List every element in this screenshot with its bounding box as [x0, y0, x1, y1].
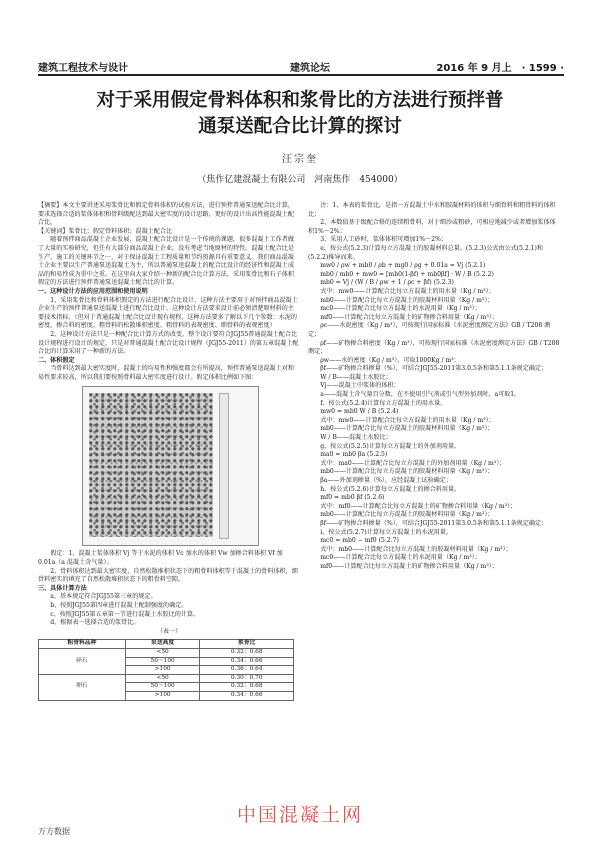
table-header: 浆骨比: [200, 640, 294, 649]
paragraph: i、按公式(5.2.7)计算每立方混凝土的水泥用量。: [320, 528, 453, 536]
aggregate-photo: [89, 393, 213, 537]
table-caption: （表一）: [156, 627, 182, 635]
footer-source: 万方数据: [38, 827, 70, 836]
table-row: 碎石 <50 0.32：0.68: [39, 649, 294, 658]
paragraph: βf——矿物掺合料掺量（%），可结合JGJ55-2011第3.0.5条和第5.1.1条规定确定；: [320, 519, 548, 527]
keywords: 【关键词】浆骨比；假定骨料体积；混凝土配合比: [38, 227, 173, 235]
paragraph: Vj——混凝土中浆体的体积；: [320, 382, 400, 390]
paragraph: W / B——混凝土水胶比；: [320, 434, 392, 442]
paragraph: mf0——计算配合比每立方混凝土的矿物掺合料用量（Kg / m³）；: [320, 313, 498, 321]
article-title: 对于采用假定骨料体积和浆骨比的方法进行预拌普 通泵送配合比计算的探讨: [96, 90, 504, 137]
section-heading: 二、体积假定: [38, 356, 75, 364]
table-header: 粗骨料品种: [39, 640, 126, 649]
paragraph: mc0——计算配合比每立方混凝土的水泥用量（Kg / m³）；: [320, 554, 481, 562]
paragraph: mw0 / ρw + mb0 / ρb + mg0 / ρg + 0.01a = Vj (5.2.1): [320, 262, 486, 270]
paragraph: 假定：1、混凝土浆体体积 Vj 等于水泥的体积 Vc 加水的体积 Vw 加掺合料体积 Vf 加 0.01a（a 混凝土含气量）。: [38, 550, 283, 567]
paragraph: mw0 = mb0 W / B (5.2.4): [320, 408, 399, 416]
list-item: d、根据表一选择合适的浆骨比。: [50, 619, 140, 627]
paragraph: h、按公式(5.2.6)计算每立方混凝土的掺合料用量。: [320, 485, 461, 493]
section-heading: 三、具体计算方法: [38, 584, 87, 592]
paragraph: mb0——计算配合比每立方混凝土的胶凝材料用量（Kg / m³）；: [320, 511, 494, 519]
paragraph: 1、采用浆骨比和骨料体积假定的方法进行配合比设计，这种方法主要用于对预拌商品混凝土企业生产的预拌普通泵送混凝土进行配合比设计，这种设计方法要求设计前必须清楚原材料的主要技术指标。（但对于普通混凝土配合比设计现有规程，这种方法要多了解以下几个参数：水泥的密度、掺合料的密度、粗骨料的松散堆积密度、粗骨料的表观密度、细骨料的表观密度）: [38, 296, 298, 330]
watermark-text: 中国混凝土网: [236, 804, 363, 826]
issue-page: 2016 年 9 月上 · 1599 ·: [436, 63, 564, 74]
paragraph: 3、采用人工砂时，浆体体积可增加1%～2%；: [320, 236, 447, 244]
ratio-table: [38, 639, 294, 700]
paragraph: mb0——计算配合比每立方混凝土的胶凝材料用量（Kg / m³）；: [320, 468, 494, 476]
list-item: c、按照JGJ55第五章第一节进行混凝土水胶比的计算。: [50, 610, 200, 618]
paragraph: mf0 = mb0 βf (5.2.6): [320, 494, 385, 502]
paragraph: 2、本数值基于级配合格的连续粗骨料，对于细沙或粗砂，可相应地减少或者增加浆体体积1%～2%；: [308, 219, 556, 235]
paragraph: βf——矿物掺合料掺量（%），可结合JGJ55-2011第3.0.5条和第5.1.1条规定确定；: [320, 365, 548, 373]
author-affiliation: （焦作亿建混凝土有限公司 河南焦作 454000）: [197, 175, 403, 185]
paragraph: mc0 = mb0 − mf0 (5.2.7): [320, 537, 399, 545]
left-column: [38, 202, 300, 701]
running-header: [38, 56, 564, 76]
paragraph: mb0 / mb0 + mw0 = [mb0(1-βf) + mb0βf] · W / B (5.2.2): [320, 270, 494, 278]
section-name: 建筑论坛: [290, 63, 330, 74]
table-row: 50～100 0.34：0.66: [39, 657, 294, 666]
paragraph: 2、骨料体积达到最大密实度，自然松散堆积状态下的粗骨料体积等于混凝土的骨料体积，细骨料密实的填充了自然松散堆积状态下的粗骨料空隙。: [38, 567, 298, 584]
paragraph: 注：1、本表的浆骨比，是指一方混凝土中水和胶凝材料的体积与细骨料和粗骨料的体积比；: [308, 202, 556, 218]
journal-name: 建筑工程技术与设计: [38, 63, 128, 74]
paragraph: e、按公式(5.2.3)计算每立方混凝土的胶凝材料总量。(5.2.3)公式由公式(5.2.1)和(5.2.2)推导而来。: [308, 244, 544, 261]
table-row: >100 0.34：0.66: [39, 691, 294, 700]
paragraph: 式中：ma0——计算配合比每立方混凝土的外加剂用量（Kg / m³）；: [320, 459, 506, 467]
paste-volume-bar: [219, 393, 229, 539]
paragraph: mb0——计算配合比每立方混凝土的胶凝材料用量（Kg / m³）；: [320, 296, 494, 304]
paragraph: 当骨料达到最大密实度时，混凝土的均易性和强度都会有所提高，预拌普通泵送混凝土对和易性要求较高，所以我们要按照骨料最大密实度进行设计。假定体积比例如下图：: [38, 365, 294, 381]
table-row: >100 0.36：0.64: [39, 666, 294, 675]
paragraph: mb0——计算配合比每立方混凝土的胶凝材料用量（Kg / m³）；: [320, 425, 494, 433]
paragraph: 随着预拌商品混凝土企业发展，混凝土配合比设计是一个传统的课题，很多混凝土工作者做了大量的实验研究，但任有大部分商品混凝土企业，没有考虑当地原材的特性。混凝土配合比是生产、施工的关键环节之一，对于保证混凝土工程质量和节约资源具有重要意义。我们商品混凝土企业主要以生产普通泵送混凝土为主，所以普通泵送混凝土的配合比设计的经济性和混凝土成品的和易性成为重中之重。在这里向大家介绍一种新的配合比计算方法，采用浆骨比和石子体积假定的方法进行预拌普通泵送混凝土配合比的计算。: [38, 236, 294, 287]
list-item: b、按照JGJ55第四章进行混凝土配制强度的确定。: [50, 602, 188, 610]
table-row: 50～100 0.32：0.68: [39, 683, 294, 692]
paragraph: mb0 = Vj / (W / B / ρw + 1 / ρc + βf) (5.2.3): [320, 279, 454, 287]
paragraph: 式中：mb0——计算配合比每立方混凝土的胶凝材料用量（Kg / m³）；: [320, 545, 512, 553]
paragraph: 式中：mf0——计算配合比每立方混凝土的矿物掺合料用量（Kg / m³）；: [320, 502, 517, 510]
paragraph: 式中：mw0——计算配合比每立方混凝土的用水量（Kg / m³）；: [320, 416, 495, 424]
paragraph: mc0——计算配合比每立方混凝土的水泥用量（Kg / m³）；: [320, 305, 481, 313]
right-column: [308, 202, 560, 572]
paragraph: 2、这种设计方法只是一种配合比计算方式的改变，整个设计要符合JGJ55普通混凝土配合比设计规程进行设计的规定，只是对普通混凝土配合比设计规程（JGJ55-2011）的第五章混凝土配合比的计算采用了一种新的方法。: [38, 330, 299, 356]
paragraph: ρf——矿物掺合料密度（Kg / m³），可按现行国家标准《水泥密度测定方法》GB / T208 测定；: [308, 339, 560, 356]
section-heading: 一、这种设计方法的应用范围和使用说明: [38, 287, 148, 295]
list-item: a、基本规定符合JGJ55第三章的规定。: [50, 593, 157, 601]
paragraph: 式中：mw0——计算配合比每立方混凝土的用水量（Kg / m³）；: [320, 287, 495, 295]
paragraph: a——混凝土含气量百分数，在不使用引气剂或引气型外加剂时，a可取1。: [320, 391, 521, 399]
paragraph: ma0 = mb0 βa (5.2.5): [320, 451, 388, 459]
header-rule: [38, 74, 564, 76]
abstract: 【摘要】本文主要讲述采用浆骨比和假定骨料体积的试验方法，进行预拌普通泵送配合比计算，要求选择合适的浆体体积和骨料级配达到最大密实度的设计思路，更好的设计出高性能混凝土配合比。: [38, 202, 294, 227]
paragraph: ρc——水泥密度（Kg / m³），可按现行国家标准《水泥密度测定方法》GB / T208 测定；: [308, 322, 551, 338]
paragraph: f、按公式(5.2.4)计算每立方混凝土的用水量。: [320, 399, 447, 407]
paragraph: mf0——计算配合比每立方混凝土的矿物掺合料用量（Kg / m³）；: [320, 562, 498, 570]
paragraph: ρw——水的密度（Kg / m³），可取1000Kg / m³；: [320, 356, 460, 364]
paragraph: g、按公式(5.2.5)计算每立方混凝土的外加剂用量。: [320, 442, 461, 450]
table-row: 卵石 <50 0.30：0.70: [39, 674, 294, 683]
volume-figure: [82, 386, 259, 546]
table-header: 泵送高度: [125, 640, 200, 649]
author-name: 汪宗奎: [282, 154, 318, 165]
paragraph: βa——外加剂掺量（%），应经混凝土试验确定；: [320, 477, 452, 484]
paragraph: W / B——混凝土水胶比；: [320, 373, 392, 381]
